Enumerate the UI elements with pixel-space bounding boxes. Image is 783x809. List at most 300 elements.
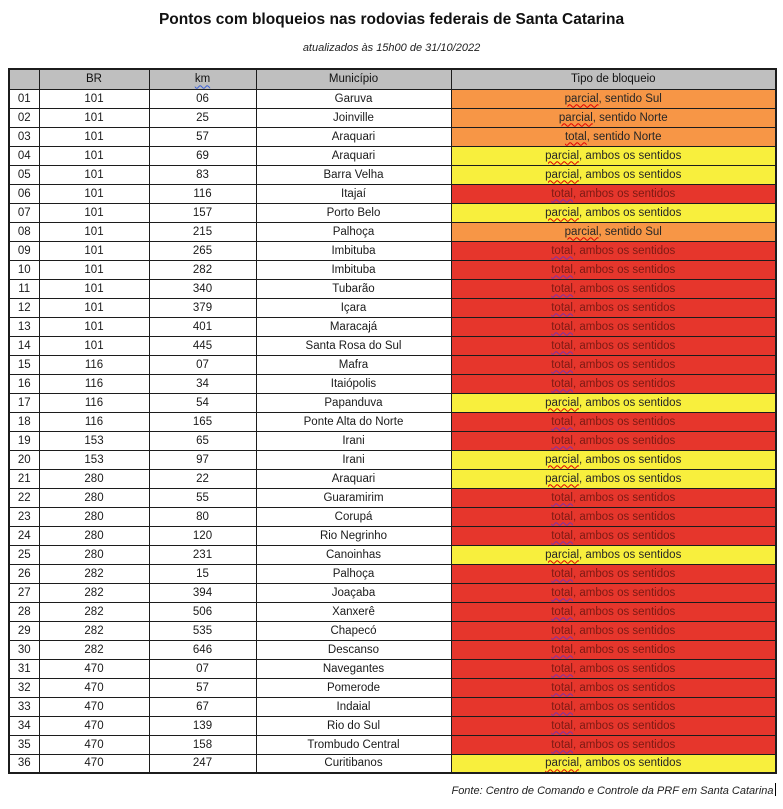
tipo-bloqueio-cell xyxy=(451,583,776,602)
municipio-cell: Palhoça xyxy=(256,222,451,241)
tipo-first-word: total xyxy=(551,662,573,675)
tipo-first-word: total xyxy=(551,377,573,390)
row-number-cell: 24 xyxy=(9,526,39,545)
tipo-bloqueio-cell xyxy=(451,450,776,469)
br-cell: 280 xyxy=(39,469,149,488)
km-cell: 231 xyxy=(149,545,256,564)
row-number-cell: 11 xyxy=(9,279,39,298)
tipo-bloqueio-cell xyxy=(451,317,776,336)
table-row xyxy=(9,222,776,241)
municipio-cell: Pomerode xyxy=(256,678,451,697)
tipo-rest: , ambos os sentidos xyxy=(572,586,676,599)
municipio-cell: Rio do Sul xyxy=(256,716,451,735)
municipio-cell: Tubarão xyxy=(256,279,451,298)
municipio-cell: Joinville xyxy=(256,108,451,127)
update-timestamp: atualizados às 15h00 de 31/10/2022 xyxy=(302,42,481,54)
tipo-rest: , ambos os sentidos xyxy=(572,719,676,732)
table-row xyxy=(9,697,776,716)
br-cell: 101 xyxy=(39,279,149,298)
municipio-cell: Porto Belo xyxy=(256,203,451,222)
km-cell: 80 xyxy=(149,507,256,526)
tipo-first-word: parcial xyxy=(564,225,599,238)
table-row xyxy=(9,184,776,203)
br-cell: 280 xyxy=(39,526,149,545)
tipo-rest: , ambos os sentidos xyxy=(572,320,676,333)
tipo-bloqueio-cell xyxy=(451,659,776,678)
municipio-cell: Araquari xyxy=(256,127,451,146)
km-cell: 83 xyxy=(149,165,256,184)
tipo-rest: , ambos os sentidos xyxy=(572,662,676,675)
table-header-row xyxy=(9,69,776,89)
header-cell-tipo: Tipo de bloqueio xyxy=(451,69,776,89)
municipio-cell: Itaiópolis xyxy=(256,374,451,393)
municipio-cell: Santa Rosa do Sul xyxy=(256,336,451,355)
km-cell: 340 xyxy=(149,279,256,298)
table-row xyxy=(9,89,776,108)
table-row xyxy=(9,317,776,336)
br-cell: 116 xyxy=(39,355,149,374)
table-row xyxy=(9,127,776,146)
tipo-bloqueio-cell xyxy=(451,165,776,184)
tipo-bloqueio-cell xyxy=(451,89,776,108)
tipo-bloqueio-cell xyxy=(451,716,776,735)
row-number-cell: 21 xyxy=(9,469,39,488)
table-row xyxy=(9,108,776,127)
table-row xyxy=(9,602,776,621)
km-cell: 215 xyxy=(149,222,256,241)
tipo-first-word: total xyxy=(551,567,573,580)
table-row xyxy=(9,431,776,450)
tipo-first-word: parcial xyxy=(545,168,580,181)
municipio-cell: Mafra xyxy=(256,355,451,374)
tipo-bloqueio-cell xyxy=(451,602,776,621)
br-cell: 101 xyxy=(39,108,149,127)
row-number-cell: 31 xyxy=(9,659,39,678)
tipo-bloqueio-cell xyxy=(451,146,776,165)
tipo-bloqueio-cell xyxy=(451,469,776,488)
source-note xyxy=(0,783,783,797)
br-cell: 470 xyxy=(39,754,149,773)
tipo-rest: , ambos os sentidos xyxy=(579,149,682,162)
tipo-rest: , ambos os sentidos xyxy=(572,700,676,713)
table-row xyxy=(9,241,776,260)
row-number-cell: 12 xyxy=(9,298,39,317)
table-row xyxy=(9,355,776,374)
tipo-rest: , ambos os sentidos xyxy=(579,548,682,561)
row-number-cell: 04 xyxy=(9,146,39,165)
municipio-cell: Xanxerê xyxy=(256,602,451,621)
row-number-cell: 36 xyxy=(9,754,39,773)
row-number-cell: 13 xyxy=(9,317,39,336)
km-cell: 445 xyxy=(149,336,256,355)
row-number-cell: 33 xyxy=(9,697,39,716)
municipio-cell: Corupá xyxy=(256,507,451,526)
row-number-cell: 09 xyxy=(9,241,39,260)
tipo-bloqueio-cell xyxy=(451,355,776,374)
km-cell: 139 xyxy=(149,716,256,735)
tipo-first-word: parcial xyxy=(545,472,580,485)
tipo-first-word: total xyxy=(551,643,573,656)
km-cell: 535 xyxy=(149,621,256,640)
municipio-cell: Joaçaba xyxy=(256,583,451,602)
tipo-rest: , ambos os sentidos xyxy=(579,396,682,409)
km-cell: 54 xyxy=(149,393,256,412)
table-row xyxy=(9,659,776,678)
row-number-cell: 32 xyxy=(9,678,39,697)
table-row xyxy=(9,583,776,602)
tipo-rest: , sentido Norte xyxy=(592,111,668,124)
table-row xyxy=(9,754,776,773)
km-cell: 57 xyxy=(149,678,256,697)
br-cell: 101 xyxy=(39,317,149,336)
km-cell: 25 xyxy=(149,108,256,127)
municipio-cell: Rio Negrinho xyxy=(256,526,451,545)
table-row xyxy=(9,621,776,640)
municipio-cell: Imbituba xyxy=(256,241,451,260)
table-row xyxy=(9,374,776,393)
tipo-bloqueio-cell xyxy=(451,564,776,583)
km-cell: 07 xyxy=(149,355,256,374)
km-cell: 506 xyxy=(149,602,256,621)
municipio-cell: Palhoça xyxy=(256,564,451,583)
tipo-rest: , ambos os sentidos xyxy=(572,339,676,352)
table-row xyxy=(9,146,776,165)
tipo-rest: , ambos os sentidos xyxy=(572,377,676,390)
row-number-cell: 34 xyxy=(9,716,39,735)
municipio-cell: Itajaí xyxy=(256,184,451,203)
km-cell: 247 xyxy=(149,754,256,773)
row-number-cell: 10 xyxy=(9,260,39,279)
table-row xyxy=(9,545,776,564)
br-cell: 470 xyxy=(39,716,149,735)
row-number-cell: 25 xyxy=(9,545,39,564)
row-number-cell: 26 xyxy=(9,564,39,583)
br-cell: 282 xyxy=(39,602,149,621)
table-body xyxy=(9,89,776,773)
municipio-cell: Curitibanos xyxy=(256,754,451,773)
municipio-cell: Araquari xyxy=(256,469,451,488)
tipo-rest: , ambos os sentidos xyxy=(572,187,676,200)
tipo-rest: , ambos os sentidos xyxy=(572,567,676,580)
row-number-cell: 17 xyxy=(9,393,39,412)
tipo-first-word: total xyxy=(551,282,573,295)
table-row xyxy=(9,716,776,735)
km-cell: 165 xyxy=(149,412,256,431)
table-row xyxy=(9,336,776,355)
row-number-cell: 08 xyxy=(9,222,39,241)
tipo-first-word: total xyxy=(551,529,573,542)
tipo-first-word: parcial xyxy=(545,548,580,561)
tipo-rest: , ambos os sentidos xyxy=(572,624,676,637)
row-number-cell: 05 xyxy=(9,165,39,184)
table-row xyxy=(9,488,776,507)
tipo-bloqueio-cell xyxy=(451,222,776,241)
tipo-first-word: total xyxy=(551,301,573,314)
br-cell: 280 xyxy=(39,488,149,507)
km-cell: 97 xyxy=(149,450,256,469)
table-row xyxy=(9,507,776,526)
row-number-cell: 35 xyxy=(9,735,39,754)
tipo-rest: , sentido Sul xyxy=(598,92,662,105)
km-cell: 34 xyxy=(149,374,256,393)
tipo-rest: , ambos os sentidos xyxy=(579,453,682,466)
br-cell: 282 xyxy=(39,564,149,583)
tipo-bloqueio-cell xyxy=(451,754,776,773)
row-number-cell: 03 xyxy=(9,127,39,146)
km-cell: 157 xyxy=(149,203,256,222)
br-cell: 101 xyxy=(39,184,149,203)
municipio-cell: Irani xyxy=(256,450,451,469)
br-cell: 101 xyxy=(39,89,149,108)
tipo-rest: , ambos os sentidos xyxy=(572,643,676,656)
tipo-rest: , ambos os sentidos xyxy=(572,282,676,295)
br-cell: 153 xyxy=(39,431,149,450)
table-row xyxy=(9,678,776,697)
km-cell: 55 xyxy=(149,488,256,507)
municipio-cell: Navegantes xyxy=(256,659,451,678)
tipo-bloqueio-cell xyxy=(451,678,776,697)
page-title: Pontos com bloqueios nas rodovias federais de Santa Catarina xyxy=(158,11,625,28)
row-number-cell: 06 xyxy=(9,184,39,203)
table-row xyxy=(9,526,776,545)
text-cursor xyxy=(775,783,777,796)
tipo-rest: , ambos os sentidos xyxy=(572,434,676,447)
br-cell: 101 xyxy=(39,127,149,146)
municipio-cell: Imbituba xyxy=(256,260,451,279)
tipo-bloqueio-cell xyxy=(451,184,776,203)
table-row xyxy=(9,450,776,469)
km-cell: 282 xyxy=(149,260,256,279)
row-number-cell: 15 xyxy=(9,355,39,374)
br-cell: 282 xyxy=(39,640,149,659)
br-cell: 470 xyxy=(39,735,149,754)
table-row xyxy=(9,260,776,279)
tipo-bloqueio-cell xyxy=(451,203,776,222)
km-cell: 06 xyxy=(149,89,256,108)
header-cell-km xyxy=(149,69,256,89)
br-cell: 470 xyxy=(39,659,149,678)
tipo-first-word: total xyxy=(551,187,573,200)
tipo-first-word: total xyxy=(551,339,573,352)
tipo-first-word: total xyxy=(551,719,573,732)
tipo-first-word: parcial xyxy=(545,453,580,466)
tipo-rest: , ambos os sentidos xyxy=(572,415,676,428)
br-cell: 280 xyxy=(39,507,149,526)
blockades-table xyxy=(8,68,777,774)
km-cell: 116 xyxy=(149,184,256,203)
table-row xyxy=(9,564,776,583)
table-row xyxy=(9,298,776,317)
tipo-bloqueio-cell xyxy=(451,336,776,355)
tipo-rest: , ambos os sentidos xyxy=(572,529,676,542)
br-cell: 101 xyxy=(39,146,149,165)
br-cell: 101 xyxy=(39,260,149,279)
row-number-cell: 23 xyxy=(9,507,39,526)
br-cell: 101 xyxy=(39,222,149,241)
tipo-first-word: total xyxy=(551,605,573,618)
tipo-rest: , ambos os sentidos xyxy=(579,168,682,181)
row-number-cell: 20 xyxy=(9,450,39,469)
km-cell: 401 xyxy=(149,317,256,336)
table-row xyxy=(9,203,776,222)
br-cell: 116 xyxy=(39,412,149,431)
tipo-first-word: total xyxy=(551,434,573,447)
km-cell: 69 xyxy=(149,146,256,165)
tipo-first-word: total xyxy=(551,681,573,694)
row-number-cell: 01 xyxy=(9,89,39,108)
tipo-first-word: total xyxy=(551,586,573,599)
tipo-rest: , ambos os sentidos xyxy=(579,757,682,770)
table-row xyxy=(9,469,776,488)
tipo-bloqueio-cell xyxy=(451,279,776,298)
tipo-bloqueio-cell xyxy=(451,507,776,526)
tipo-bloqueio-cell xyxy=(451,108,776,127)
row-number-cell: 30 xyxy=(9,640,39,659)
km-cell: 67 xyxy=(149,697,256,716)
km-cell: 158 xyxy=(149,735,256,754)
br-cell: 282 xyxy=(39,583,149,602)
municipio-cell: Garuva xyxy=(256,89,451,108)
tipo-rest: , ambos os sentidos xyxy=(579,472,682,485)
tipo-first-word: parcial xyxy=(545,206,580,219)
br-cell: 153 xyxy=(39,450,149,469)
tipo-bloqueio-cell xyxy=(451,127,776,146)
tipo-first-word: total xyxy=(551,510,573,523)
tipo-rest: , sentido Norte xyxy=(586,130,662,143)
tipo-first-word: total xyxy=(564,130,587,143)
header-cell-index xyxy=(9,69,39,89)
municipio-cell: Ponte Alta do Norte xyxy=(256,412,451,431)
source-note-text: Fonte: Centro de Comando e Controle da PRF em Santa Catarina xyxy=(451,785,774,797)
tipo-rest: , ambos os sentidos xyxy=(572,491,676,504)
km-cell: 646 xyxy=(149,640,256,659)
table-row xyxy=(9,279,776,298)
tipo-bloqueio-cell xyxy=(451,412,776,431)
br-cell: 470 xyxy=(39,678,149,697)
tipo-first-word: parcial xyxy=(545,757,580,770)
tipo-first-word: total xyxy=(551,263,573,276)
tipo-first-word: total xyxy=(551,491,573,504)
br-cell: 101 xyxy=(39,336,149,355)
tipo-bloqueio-cell xyxy=(451,640,776,659)
tipo-first-word: total xyxy=(551,700,573,713)
tipo-rest: , ambos os sentidos xyxy=(572,605,676,618)
municipio-cell: Chapecó xyxy=(256,621,451,640)
km-cell: 65 xyxy=(149,431,256,450)
tipo-bloqueio-cell xyxy=(451,298,776,317)
header-cell-municipio: Município xyxy=(256,69,451,89)
row-number-cell: 22 xyxy=(9,488,39,507)
municipio-cell: Guaramirim xyxy=(256,488,451,507)
municipio-cell: Irani xyxy=(256,431,451,450)
tipo-bloqueio-cell xyxy=(451,545,776,564)
table-row xyxy=(9,165,776,184)
tipo-rest: , sentido Sul xyxy=(598,225,662,238)
municipio-cell: Içara xyxy=(256,298,451,317)
tipo-first-word: total xyxy=(551,624,573,637)
tipo-rest: , ambos os sentidos xyxy=(572,738,676,751)
row-number-cell: 19 xyxy=(9,431,39,450)
table-row xyxy=(9,393,776,412)
municipio-cell: Barra Velha xyxy=(256,165,451,184)
tipo-bloqueio-cell xyxy=(451,488,776,507)
tipo-bloqueio-cell xyxy=(451,431,776,450)
tipo-bloqueio-cell xyxy=(451,260,776,279)
municipio-cell: Indaial xyxy=(256,697,451,716)
tipo-first-word: total xyxy=(551,358,573,371)
table-row xyxy=(9,640,776,659)
br-cell: 101 xyxy=(39,165,149,184)
table-row xyxy=(9,412,776,431)
tipo-bloqueio-cell xyxy=(451,621,776,640)
tipo-first-word: parcial xyxy=(545,149,580,162)
tipo-first-word: total xyxy=(551,415,573,428)
br-cell: 101 xyxy=(39,203,149,222)
km-cell: 394 xyxy=(149,583,256,602)
br-cell: 116 xyxy=(39,374,149,393)
tipo-rest: , ambos os sentidos xyxy=(579,206,682,219)
tipo-rest: , ambos os sentidos xyxy=(572,244,676,257)
tipo-first-word: total xyxy=(551,738,573,751)
tipo-bloqueio-cell xyxy=(451,241,776,260)
tipo-first-word: total xyxy=(551,320,573,333)
tipo-first-word: parcial xyxy=(545,396,580,409)
br-cell: 101 xyxy=(39,241,149,260)
km-cell: 120 xyxy=(149,526,256,545)
br-cell: 116 xyxy=(39,393,149,412)
tipo-bloqueio-cell xyxy=(451,393,776,412)
municipio-cell: Araquari xyxy=(256,146,451,165)
tipo-first-word: total xyxy=(551,244,573,257)
municipio-cell: Descanso xyxy=(256,640,451,659)
tipo-bloqueio-cell xyxy=(451,697,776,716)
tipo-rest: , ambos os sentidos xyxy=(572,301,676,314)
km-cell: 265 xyxy=(149,241,256,260)
tipo-rest: , ambos os sentidos xyxy=(572,681,676,694)
row-number-cell: 02 xyxy=(9,108,39,127)
row-number-cell: 18 xyxy=(9,412,39,431)
br-cell: 280 xyxy=(39,545,149,564)
row-number-cell: 07 xyxy=(9,203,39,222)
tipo-bloqueio-cell xyxy=(451,735,776,754)
tipo-rest: , ambos os sentidos xyxy=(572,510,676,523)
br-cell: 282 xyxy=(39,621,149,640)
km-cell: 15 xyxy=(149,564,256,583)
municipio-cell: Canoinhas xyxy=(256,545,451,564)
tipo-rest: , ambos os sentidos xyxy=(572,263,676,276)
km-cell: 57 xyxy=(149,127,256,146)
row-number-cell: 28 xyxy=(9,602,39,621)
table-row xyxy=(9,735,776,754)
municipio-cell: Papanduva xyxy=(256,393,451,412)
br-cell: 470 xyxy=(39,697,149,716)
tipo-bloqueio-cell xyxy=(451,526,776,545)
km-cell: 379 xyxy=(149,298,256,317)
municipio-cell: Maracajá xyxy=(256,317,451,336)
row-number-cell: 29 xyxy=(9,621,39,640)
tipo-bloqueio-cell xyxy=(451,374,776,393)
km-cell: 22 xyxy=(149,469,256,488)
tipo-rest: , ambos os sentidos xyxy=(572,358,676,371)
br-cell: 101 xyxy=(39,298,149,317)
row-number-cell: 14 xyxy=(9,336,39,355)
tipo-first-word: parcial xyxy=(558,111,593,124)
tipo-first-word: parcial xyxy=(564,92,599,105)
row-number-cell: 16 xyxy=(9,374,39,393)
km-cell: 07 xyxy=(149,659,256,678)
row-number-cell: 27 xyxy=(9,583,39,602)
km-header-label: km xyxy=(194,73,211,86)
